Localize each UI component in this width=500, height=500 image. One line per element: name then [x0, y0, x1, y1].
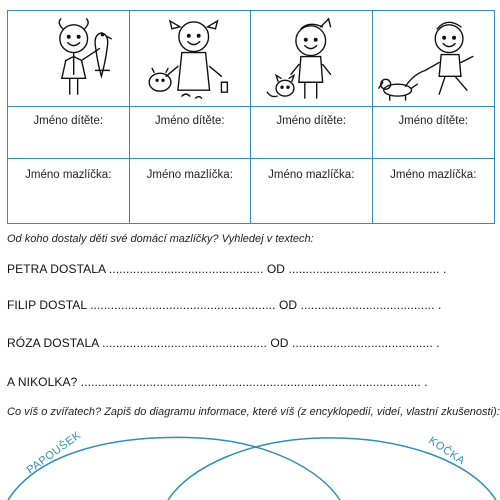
- question-venn-diagram: Co víš o zvířatech? Zapiš do diagramu informace, které víš (z encyklopedií, videí, vlastní zkušenosti):: [7, 406, 500, 418]
- child-4-name-cell[interactable]: [373, 107, 495, 159]
- girl-with-cat-drawing: [251, 11, 372, 106]
- pet-name-label: Jméno mazlíčka:: [268, 169, 355, 181]
- pet-name-label: Jméno mazlíčka:: [390, 169, 477, 181]
- child-4-picture: [373, 11, 495, 107]
- answer-line-nikolka[interactable]: A NIKOLKA? ................................................................................................... .: [7, 375, 428, 389]
- child-1-picture: [8, 11, 130, 107]
- pet-3-name-cell[interactable]: [251, 159, 373, 223]
- child-2-picture: [130, 11, 252, 107]
- pet-2-name-cell[interactable]: [130, 159, 252, 223]
- answer-line-roza[interactable]: RÓZA DOSTALA ................................................ OD ......................................... .: [7, 336, 440, 350]
- child-3-picture: [251, 11, 373, 107]
- venn-right-label: KOČKA: [426, 434, 468, 468]
- boy-with-dog-drawing: [373, 11, 495, 106]
- answer-line-petra[interactable]: PETRA DOSTALA ............................................. OD ............................................ .: [7, 262, 447, 276]
- child-name-label: Jméno dítěte:: [33, 115, 104, 127]
- child-name-label: Jméno dítěte:: [398, 115, 469, 127]
- child-2-name-cell[interactable]: [130, 107, 252, 159]
- children-pets-table: [7, 10, 495, 224]
- question-pets-source: Od koho dostaly děti své domácí mazlíčky? Vyhledej v textech:: [7, 233, 314, 245]
- girl-with-parrot-drawing: [8, 11, 129, 106]
- pet-name-label: Jméno mazlíčka:: [146, 169, 233, 181]
- girl-with-hamster-drawing: [130, 11, 251, 106]
- child-1-name-cell[interactable]: [8, 107, 130, 159]
- child-3-name-cell[interactable]: [251, 107, 373, 159]
- pet-4-name-cell[interactable]: [373, 159, 495, 223]
- pet-1-name-cell[interactable]: [8, 159, 130, 223]
- pet-name-label: Jméno mazlíčka:: [25, 169, 112, 181]
- child-name-label: Jméno dítěte:: [154, 115, 225, 127]
- venn-diagram[interactable]: [0, 420, 500, 500]
- answer-line-filip[interactable]: FILIP DOSTAL ...................................................... OD ....................................... .: [7, 298, 442, 312]
- child-name-label: Jméno dítěte:: [276, 115, 347, 127]
- venn-left-label: PAPOUŠEK: [24, 429, 84, 477]
